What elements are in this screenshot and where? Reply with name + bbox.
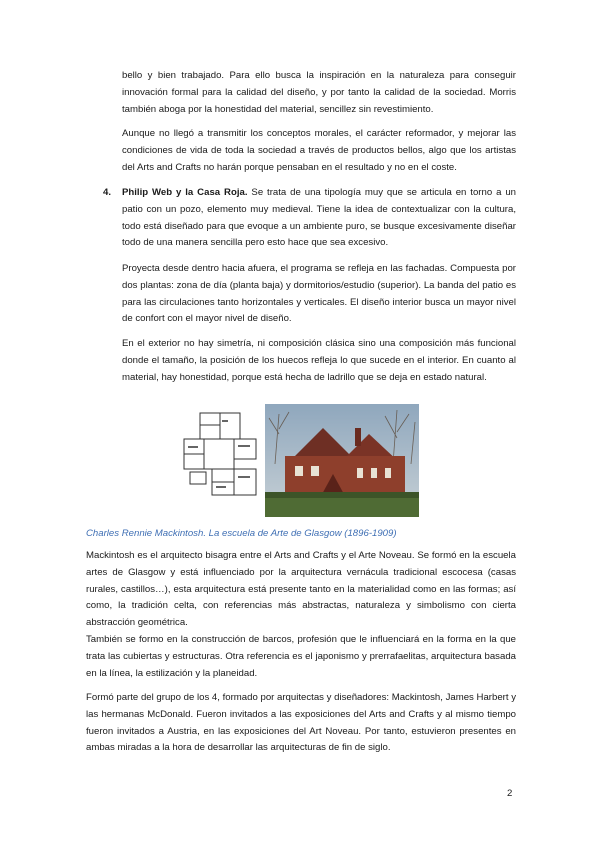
page-number: 2 <box>507 788 513 799</box>
list-item-casa-roja <box>122 185 516 252</box>
list-number: 4. <box>103 187 112 198</box>
paragraph-mackintosh-intro: Mackintosh es el arquitecto bisagra entre el Arts and Crafts y el Arte Noveau. Se formó en la escuela artes de Glasgow y está influenciado por la arquitectura vernácula tradicional escocesa (casas rurales, castillos…), esta arquitectura está presente tanto en la materialidad como en las formas; así como, la tradición celta, con referencias más abstractas, naturaleza y simbolismo con cierta abstracción geométrica. <box>86 550 516 629</box>
floor-plan-image <box>182 410 258 498</box>
list-item-title: Philip Web y la Casa Roja. <box>122 187 248 198</box>
paragraph-morris-legacy: Aunque no llegó a transmitir los conceptos morales, el carácter reformador, y mejorar las condiciones de vida de toda la sociedad a través de productos bellos, algo que los artistas del Arts and Crafts no harán porque pensaban en el resultado y no en el coste. <box>122 128 516 173</box>
paragraph-group-of-four: Formó parte del grupo de los 4, formado por arquitectas y diseñadores: Mackintosh, James Harbert y las hermanas McDonald. Fueron invitados a las exposiciones del Arts and Crafts y al mismo tiempo fueron invitados a Austria, en las exposiciones del Art Noveau. Por tanto, estuvieron presentes en ambas miradas a la hora de desarrollar las arquitecturas de fin de siglo. <box>86 692 516 754</box>
paragraph-mackintosh-ships: También se formo en la construcción de barcos, profesión que le influenciará en la forma en la que trata las cubiertas y estructuras. Otra referencia es el japonismo y prerrafaelitas, arquitectura basada en la línea, la estilización y la planeidad. <box>86 634 516 679</box>
paragraph-morris-honesty: bello y bien trabajado. Para ello busca la inspiración en la naturaleza para conseguir innovación formal para la calidad del diseño, y por tanto la calidad de la sociedad. Morris también aboga por la honestidad del material, sencillez sin revestimiento. <box>122 70 516 115</box>
casa-roja-photo <box>265 404 419 517</box>
paragraph-casa-roja-exterior: En el exterior no hay simetría, ni composición clásica sino una composición más funcional donde el tamaño, la posición de los huecos refleja lo que sucede en el interior. En cuanto al material, hay honestidad, porque está hecha de ladrillo que se deja en estado natural. <box>122 338 516 383</box>
list-item-body: Se trata de una tipología muy que se articula en torno a un patio con un pozo, elemento muy medieval. Tiene la idea de contextualizar con la cultura, todo está diseñado para que evoque a un ambiente puro, se busque excesivamente diseñar todo de una manera sencilla pero esto hace que sea excesivo. <box>122 187 516 249</box>
paragraph-casa-roja-program: Proyecta desde dentro hacia afuera, el programa se refleja en las fachadas. Compuesta por dos plantas: zona de día (planta baja) y dormitorios/estudio (superior). La banda del patio es para las circulaciones tanto horizontales y verticales. El diseño interior busca un mayor nivel de confort con el mayor nivel de diseño. <box>122 263 516 325</box>
section-heading-mackintosh: Charles Rennie Mackintosh. La escuela de Arte de Glasgow (1896-1909) <box>86 528 397 539</box>
